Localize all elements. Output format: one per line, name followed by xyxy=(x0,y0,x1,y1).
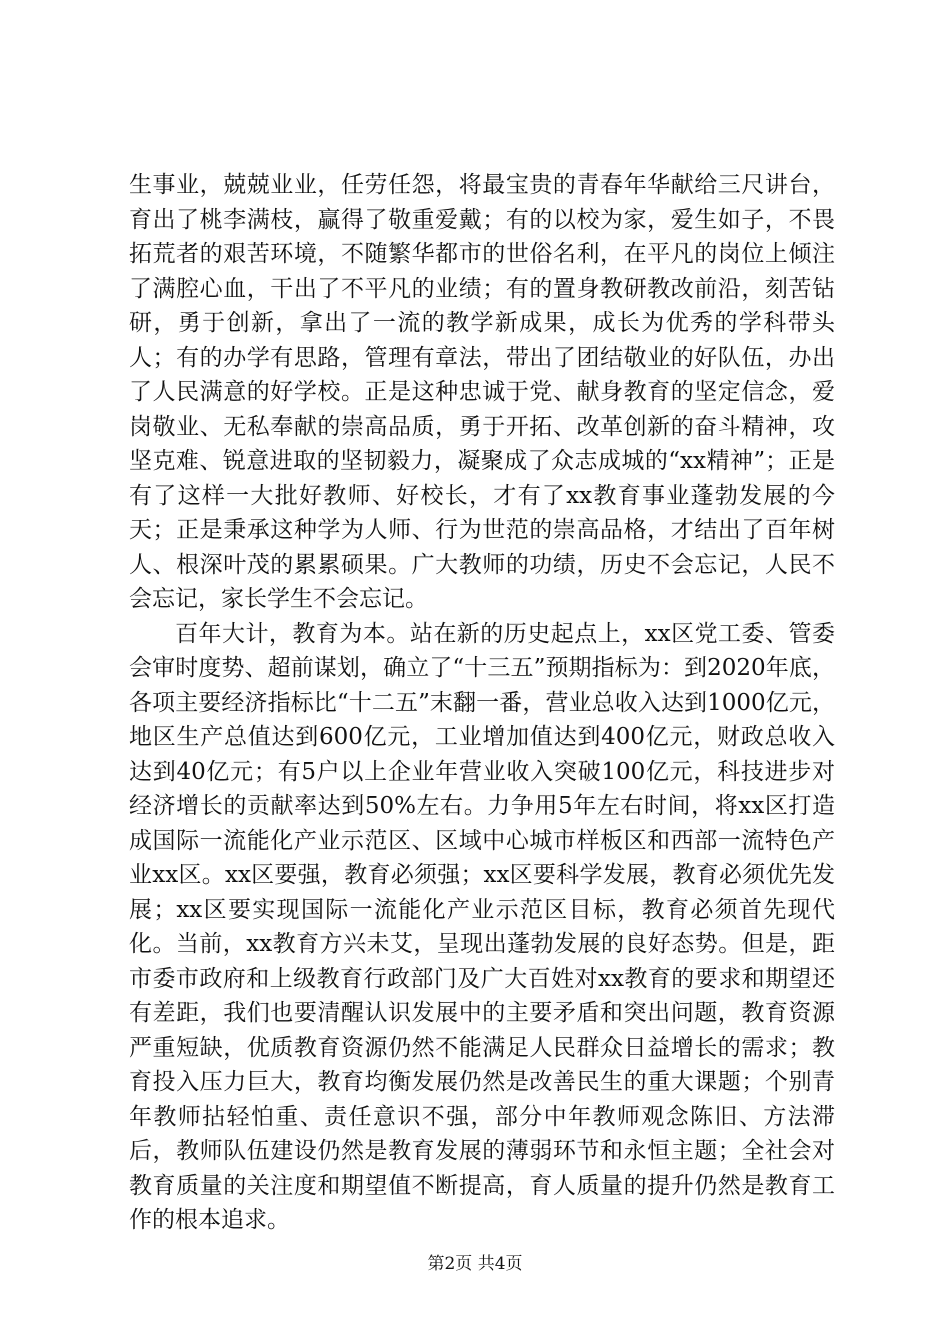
paragraph-continuation: 生事业，兢兢业业，任劳任怨，将最宝贵的青春年华献给三尺讲台，育出了桃李满枝，赢得了敬重爱戴；有的以校为家，爱生如子，不畏拓荒者的艰苦环境，不随繁华都市的世俗名利，在平凡的岗位上倾注了满腔心血，干出了不平凡的业绩；有的置身教研教改前沿，刻苦钻研，勇于创新，拿出了一流的教学新成果，成长为优秀的学科带头人；有的办学有思路，管理有章法，带出了团结敬业的好队伍，办出了人民满意的好学校。正是这种忠诚于党、献身教育的坚定信念，爱岗敬业、无私奉献的崇高品质，勇于开拓、改革创新的奋斗精神，攻坚克难、锐意进取的坚韧毅力，凝聚成了众志成城的“xx精神”；正是有了这样一大批好教师、好校长，才有了xx教育事业蓬勃发展的今天；正是秉承这种学为人师、行为世范的崇高品格，才结出了百年树人、根深叶茂的累累硕果。广大教师的功绩，历史不会忘记，人民不会忘记，家长学生不会忘记。 xyxy=(129,172,835,612)
body-text xyxy=(129,168,835,1238)
page-footer: 第2页 共4页 xyxy=(427,1254,523,1274)
paragraph-education-plan: 百年大计，教育为本。站在新的历史起点上，xx区党工委、管委会审时度势、超前谋划，确立了“十三五”预期指标为：到2020年底，各项主要经济指标比“十二五”末翻一番，营业总收入达到1000亿元，地区生产总值达到600亿元，工业增加值达到400亿元，财政总收入达到40亿元；有5户以上企业年营业收入突破100亿元，科技进步对经济增长的贡献率达到50%左右。力争用5年左右时间，将xx区打造成国际一流能化产业示范区、区域中心城市样板区和西部一流特色产业xx区。xx区要强，教育必须强；xx区要科学发展，教育必须优先发展；xx区要实现国际一流能化产业示范区目标，教育必须首先现代化。当前，xx教育方兴未艾，呈现出蓬勃发展的良好态势。但是，距市委市政府和上级教育行政部门及广大百姓对xx教育的要求和期望还有差距，我们也要清醒认识发展中的主要矛盾和突出问题，教育资源严重短缺，优质教育资源仍然不能满足人民群众日益增长的需求；教育投入压力巨大，教育均衡发展仍然是改善民生的重大课题；个别青年教师拈轻怕重、责任意识不强，部分中年教师观念陈旧、方法滞后，教师队伍建设仍然是教育发展的薄弱环节和永恒主题；全社会对教育质量的关注度和期望值不断提高，育人质量的提升仍然是教育工作的根本追求。 xyxy=(129,620,835,1233)
